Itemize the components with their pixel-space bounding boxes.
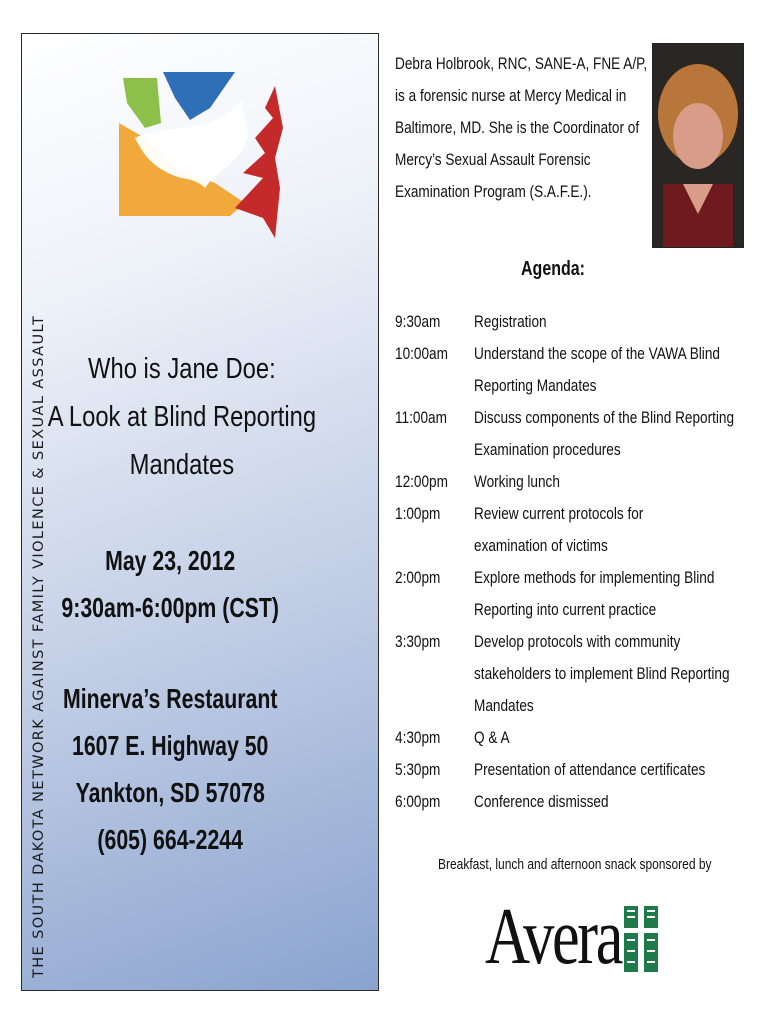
agenda-time: 4:30pm xyxy=(395,728,441,747)
agenda-time: 3:30pm xyxy=(395,632,441,651)
agenda-item xyxy=(395,306,770,338)
agenda-item xyxy=(395,626,770,722)
event-time: 9:30am-6:00pm (CST) xyxy=(61,592,279,623)
agenda-item xyxy=(395,466,770,498)
agenda-line: Q & A xyxy=(474,728,510,747)
agenda-description xyxy=(474,722,762,754)
agenda-time: 10:00am xyxy=(395,344,448,363)
agenda-line: Explore methods for implementing Blind xyxy=(474,568,715,587)
title-line: A Look at Blind Reporting xyxy=(47,401,317,433)
venue-address: 1607 E. Highway 50 xyxy=(72,730,269,761)
agenda-time: 1:00pm xyxy=(395,504,441,523)
bio-line: Examination Program (S.A.F.E.). xyxy=(395,182,592,201)
agenda-description xyxy=(474,562,762,626)
agenda-line: Discuss components of the Blind Reporting xyxy=(474,408,735,427)
venue-phone: (605) 664-2244 xyxy=(97,824,243,855)
agenda-line: Conference dismissed xyxy=(474,792,609,811)
agenda-time: 2:00pm xyxy=(395,568,441,587)
bio-line: is a forensic nurse at Mercy Medical in xyxy=(395,86,627,105)
agenda-line: Reporting into current practice xyxy=(474,600,657,619)
event-title xyxy=(22,345,342,489)
agenda-description xyxy=(474,466,762,498)
agenda-time: 9:30am xyxy=(395,312,441,331)
event-venue xyxy=(22,675,318,863)
event-date: May 23, 2012 xyxy=(105,545,236,576)
agenda-item xyxy=(395,562,770,626)
agenda-time: 5:30pm xyxy=(395,760,441,779)
agenda-time: 6:00pm xyxy=(395,792,441,811)
agenda-list xyxy=(395,306,770,818)
agenda-item xyxy=(395,402,770,466)
agenda-line: Develop protocols with community xyxy=(474,632,681,651)
title-line: Mandates xyxy=(129,449,235,481)
avera-cross-icon xyxy=(624,906,658,972)
agenda-line: Registration xyxy=(474,312,547,331)
agenda-line: Examination procedures xyxy=(474,440,621,459)
agenda-description xyxy=(474,626,762,722)
agenda-description xyxy=(474,754,762,786)
agenda-time: 12:00pm xyxy=(395,472,448,491)
agenda-item xyxy=(395,722,770,754)
bio-line: Debra Holbrook, RNC, SANE-A, FNE A/P, xyxy=(395,54,648,73)
dove-logo xyxy=(115,68,285,243)
agenda-item xyxy=(395,754,770,786)
speaker-photo xyxy=(652,43,744,248)
venue-name: Minerva’s Restaurant xyxy=(62,683,278,714)
speaker-bio xyxy=(395,48,659,208)
venue-city: Yankton, SD 57078 xyxy=(75,777,265,808)
bio-line: Baltimore, MD. She is the Coordinator of xyxy=(395,118,640,137)
agenda-line: Presentation of attendance certificates xyxy=(474,760,706,779)
agenda-description xyxy=(474,498,762,562)
agenda-heading: Agenda: xyxy=(521,258,585,280)
sponsor-note: Breakfast, lunch and afternoon snack sponsored by xyxy=(438,856,712,873)
agenda-line: Working lunch xyxy=(474,472,560,491)
title-line: Who is Jane Doe: xyxy=(88,353,276,385)
agenda-item xyxy=(395,786,770,818)
agenda-description xyxy=(474,402,762,466)
agenda-description xyxy=(474,338,762,402)
agenda-line: examination of victims xyxy=(474,536,608,555)
event-datetime xyxy=(22,537,318,631)
agenda-description xyxy=(474,306,762,338)
agenda-line: Review current protocols for xyxy=(474,504,644,523)
agenda-line: Reporting Mandates xyxy=(474,376,597,395)
agenda-time: 11:00am xyxy=(395,408,447,427)
agenda-line: Mandates xyxy=(474,696,534,715)
agenda-line: Understand the scope of the VAWA Blind xyxy=(474,344,720,363)
agenda-line: stakeholders to implement Blind Reporting xyxy=(474,664,730,683)
agenda-item xyxy=(395,498,770,562)
agenda-description xyxy=(474,786,762,818)
bio-line: Mercy’s Sexual Assault Forensic xyxy=(395,150,591,169)
agenda-item xyxy=(395,338,770,402)
avera-logo-text: Avera xyxy=(485,893,622,981)
organization-name: THE SOUTH DAKOTA NETWORK AGAINST FAMILY VIOLENCE & SEXUAL ASSAULT xyxy=(31,314,47,978)
